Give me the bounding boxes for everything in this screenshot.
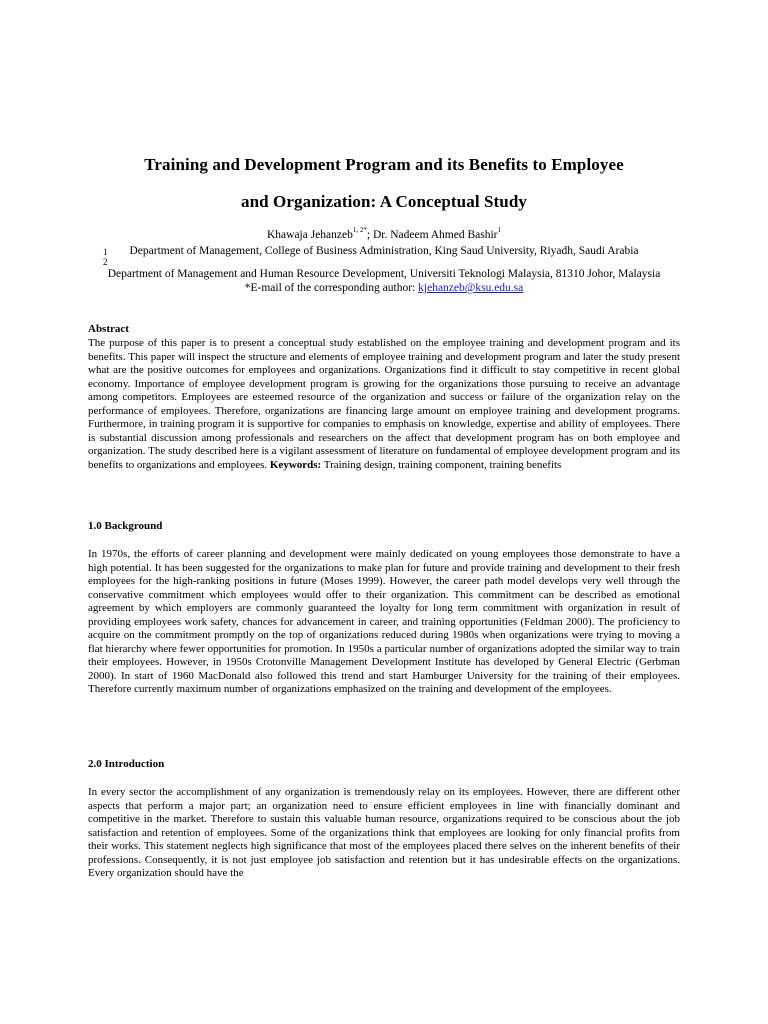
corresponding-author-email-link[interactable]: kjehanzeb@ksu.edu.sa: [418, 282, 524, 294]
paper-title-line-2: and Organization: A Conceptual Study: [240, 192, 528, 211]
abstract-body: [88, 337, 680, 472]
background-paragraph: In 1970s, the efforts of career planning and development were mainly dedicated on young employees those demonstrate to have a high potential. It has been suggested for the organizations to make plan for future and provide training and development to their fresh employees for the high-ranking positions in future (Moses 1999). However, the career path model develops very well through the conservative commitment which employees would offer to their organization. This commitment can be described as emotional agreement by which employers are commonly guaranteed the loyalty for long term commitment with organization in result of providing employees work safety, chances for advancement in career, and training opportunities (Feldman 2000). The proficiency to acquire on the commitment promptly on the top of organizations reduced during 1980s when organizations were trying to moving a flat hierarchy where fewer opportunities for promotion. In 1950s a particular number of organizations adopted the similar way to train their employees. However, in 1950s Crotonville Management Development Institute has developed by General Electric (Gerbman 2000). In start of 1960 MacDonald also followed this trend and start Hamburger University for the training of their employees. Therefore currently maximum number of organizations emphasized on the training and development of the employees.: [88, 548, 680, 695]
affiliation-2-marker: 2: [103, 257, 108, 267]
abstract-heading: Abstract: [88, 323, 129, 335]
affiliation-1-marker: 1: [103, 247, 108, 257]
affiliation-2: Department of Management and Human Resource Development, Universiti Teknologi Malaysia, 81310 Johor, Malaysia: [107, 268, 661, 280]
introduction-paragraph: In every sector the accomplishment of any organization is tremendously relay on its employees. However, there are different other aspects that perform a major part; an organization need to ensure efficient employees in line with financially dominant and competitive in the market. Therefore to sustain this valuable human resource, organizations required to be conscious about the job satisfaction and retention of employees. Some of the organizations think that employees are looking for only financial profits from their works. This statement neglects high significance that most of the employees placed there selves on the inherent benefits of their professions. Consequently, it is not just employee job satisfaction and retention but it has undesirable effects on the organizations. Every organization should have the: [88, 786, 680, 879]
keywords-text: Training design, training component, training benefits: [321, 458, 562, 471]
section-heading-background: 1.0 Background: [88, 520, 163, 532]
author-separator: ;: [366, 229, 373, 241]
keywords-label: Keywords:: [269, 458, 322, 471]
corresponding-author-line: [40, 281, 728, 295]
affiliation-1: Department of Management, College of Business Administration, King Saud University, Riyadh, Saudi Arabia: [129, 245, 639, 257]
section-heading-introduction: 2.0 Introduction: [88, 758, 165, 770]
author-2: Dr. Nadeem Ahmed Bashir: [372, 229, 498, 241]
corresponding-author-label: *E-mail of the corresponding author:: [244, 282, 419, 294]
author-line: [40, 228, 728, 242]
author-1-affiliation-mark: 1, 2*: [352, 226, 367, 235]
paper-title-line-1: Training and Development Program and its Benefits to Employee: [144, 155, 624, 174]
author-2-affiliation-mark: 1: [497, 226, 502, 235]
author-1: Khawaja Jehanzeb: [266, 229, 353, 241]
abstract-text: The purpose of this paper is to present a conceptual study established on the employee training and development program and its benefits. This paper will inspect the structure and elements of employee training and development program and later the study present what are the positive outcomes for employees and organizations. Organizations find it difficult to stay competitive in recent global economy. Importance of employee development program is growing for the organizations those pursuing to receive an advantage among competitors. Employees are esteemed resource of the organization and success or failure of the organization relay on the performance of employees. Therefore, organizations are financing large amount on employee training and development programs. Furthermore, in training program it is supportive for companies to emphasis on knowledge, expertise and ability of employees. There is substantial discussion among professionals and researchers on the affect that development program has on both employee and organization. The study described here is a vigilant assessment of literature on fundamental of employee development program and its benefits to organizations and employees.: [88, 337, 680, 471]
